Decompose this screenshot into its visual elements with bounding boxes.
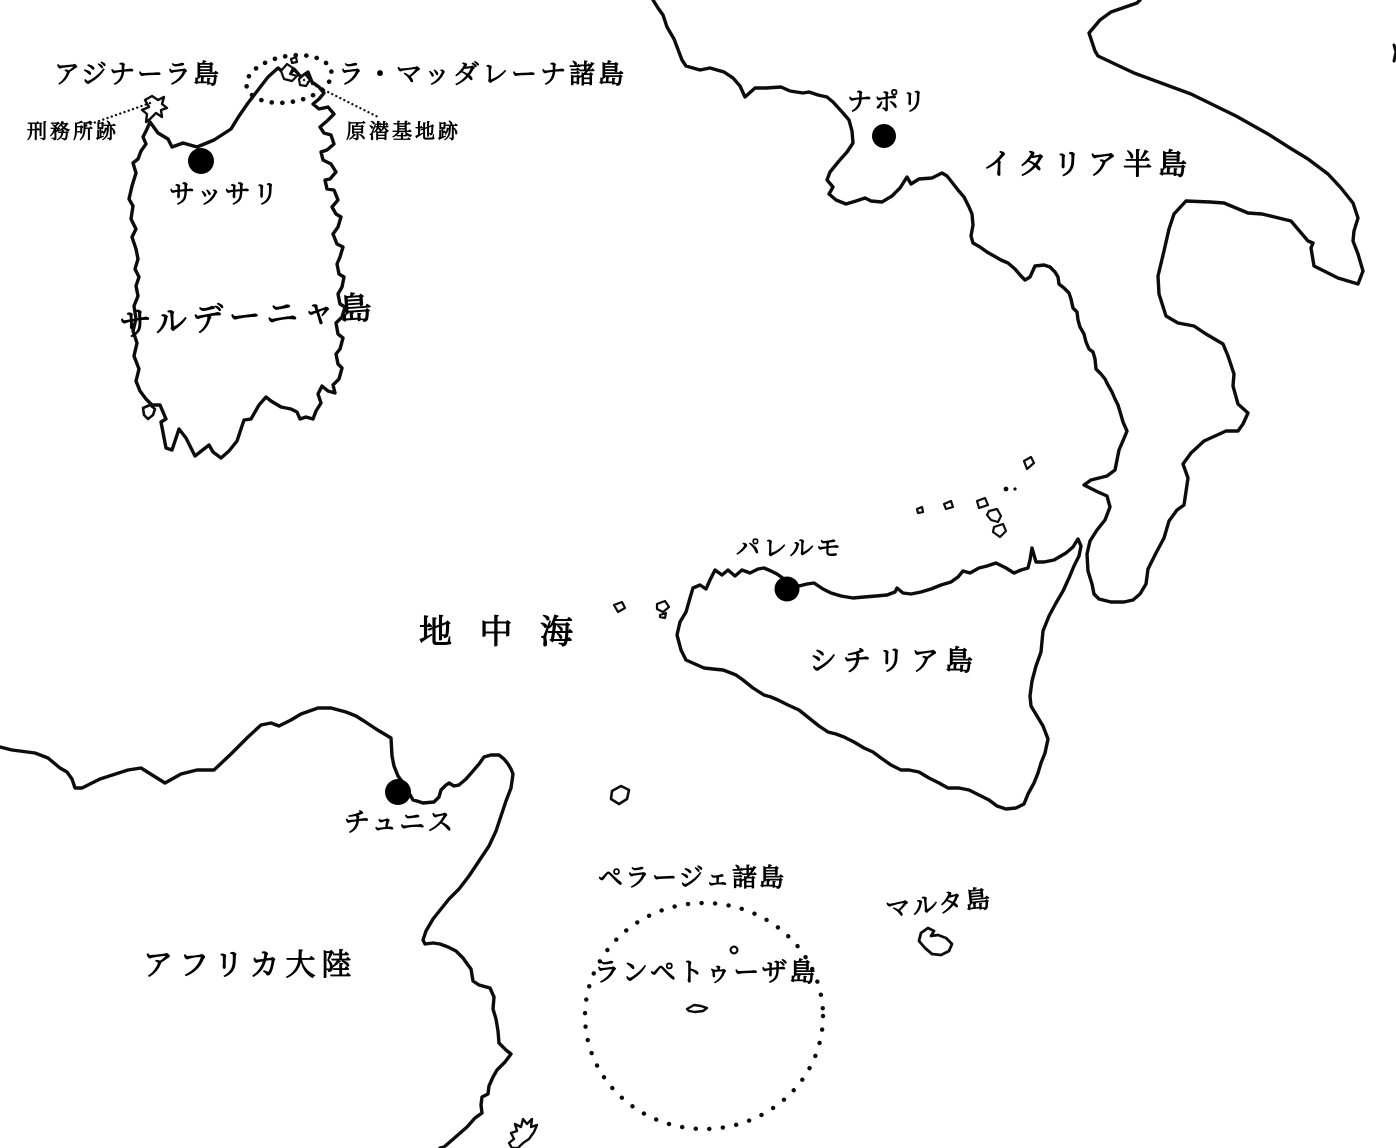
italy-coastline bbox=[653, 0, 1363, 602]
label-pelagie-islands: ペラージェ諸島 bbox=[598, 863, 787, 892]
label-naples-city: ナポリ bbox=[847, 87, 929, 116]
label-malta-island: マルタ島 bbox=[884, 883, 994, 924]
label-sassari-city: サッサリ bbox=[169, 180, 281, 210]
palermo-dot bbox=[775, 577, 800, 602]
lampedusa-island bbox=[687, 1005, 707, 1012]
kerkennah-islands bbox=[509, 1119, 537, 1148]
pelagie-dotted-circle bbox=[585, 903, 823, 1129]
malta-island bbox=[919, 928, 952, 955]
sant-antioco-island bbox=[143, 405, 155, 419]
label-prison-ruins: 刑務所跡 bbox=[27, 119, 119, 143]
aeolian-islands bbox=[917, 457, 1034, 537]
label-maddalena-islands: ラ・マッダレーナ諸島 bbox=[338, 60, 627, 90]
africa-coastline bbox=[0, 708, 513, 1148]
aeolian-islet-dot bbox=[1004, 487, 1009, 492]
sassari-dot bbox=[188, 148, 214, 174]
linosa-island bbox=[731, 947, 738, 954]
aeolian-islet-dot2 bbox=[1013, 487, 1016, 490]
egadi-islands bbox=[614, 601, 669, 618]
label-sicily-island: シチリア島 bbox=[809, 644, 980, 677]
label-italy-peninsula: イタリア半島 bbox=[983, 147, 1194, 181]
tunis-dot bbox=[385, 779, 411, 805]
label-palermo-city: パレルモ bbox=[736, 534, 844, 562]
label-asinara-island: アジナーラ島 bbox=[54, 60, 221, 90]
label-africa-continent: アフリカ大陸 bbox=[143, 948, 358, 983]
asinara-island bbox=[142, 96, 167, 122]
sardinia-coastline bbox=[129, 68, 345, 458]
label-sub-base-ruins: 原潜基地跡 bbox=[346, 119, 461, 143]
label-sardinia-island: サルデーニャ島 bbox=[118, 288, 378, 344]
label-mediterranean-sea: 地 中 海 bbox=[419, 612, 581, 651]
naples-dot bbox=[872, 124, 896, 148]
label-lampedusa-island: ランペトゥーザ島 bbox=[594, 958, 818, 988]
label-tunis-city: チュニス bbox=[344, 808, 456, 838]
pantelleria-island bbox=[611, 786, 629, 804]
